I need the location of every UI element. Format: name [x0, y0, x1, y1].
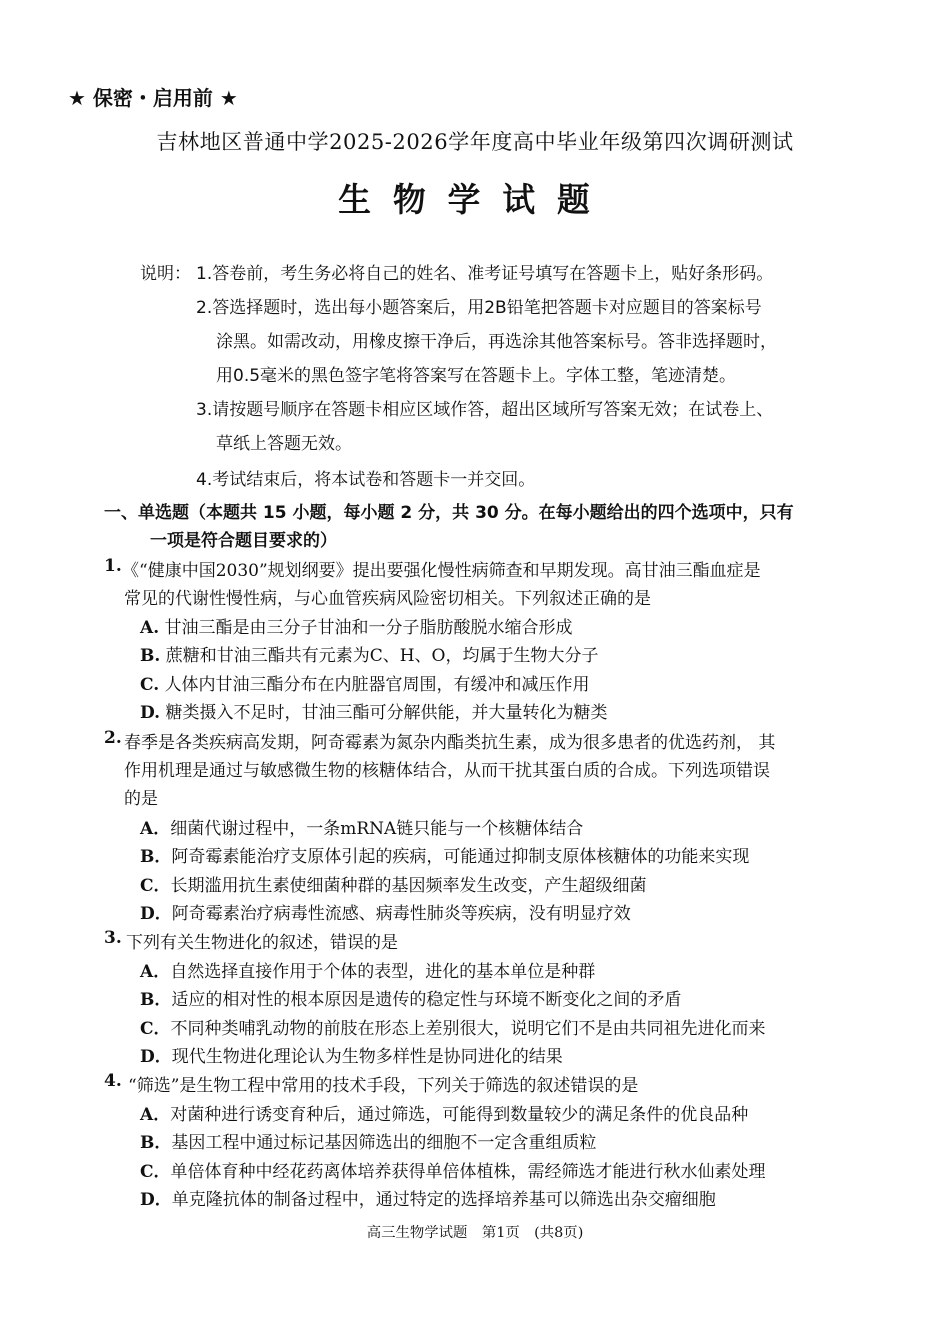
- option-d: D. 糖类摄入不足时，甘油三酯可分解供能，并大量转化为糖类: [140, 703, 608, 723]
- notes-label: 说明：: [140, 264, 191, 284]
- question-stem: 的是: [124, 789, 158, 809]
- page-footer: 高三生物学试题 第1页 (共8页): [366, 1225, 584, 1241]
- confidential-mark: ★ 保密・启用前 ★: [68, 86, 238, 110]
- question-stem: 下列有关生物进化的叙述，错误的是: [126, 933, 398, 953]
- option-d: D．单克隆抗体的制备过程中，通过特定的选择培养基可以筛选出杂交瘤细胞: [140, 1190, 716, 1210]
- note-line: 用0.5毫米的黑色签字笔将答案写在答题卡上。字体工整，笔迹清楚。: [216, 366, 737, 386]
- subject-title: 生物学试题: [338, 180, 612, 219]
- section-heading: 一、单选题（本题共 15 小题，每小题 2 分，共 30 分。在每小题给出的四个选项中，只有: [104, 503, 794, 523]
- note-line: 4.考试结束后，将本试卷和答题卡一并交回。: [196, 470, 536, 490]
- question-stem: 《“健康中国2030”规划纲要》提出要强化慢性病筛查和早期发现。高甘油三酯血症是: [122, 561, 761, 581]
- option-c: C．长期滥用抗生素使细菌种群的基因频率发生改变，产生超级细菌: [140, 876, 647, 896]
- option-c: C．不同种类哺乳动物的前肢在形态上差别很大，说明它们不是由共同祖先进化而来: [140, 1019, 766, 1039]
- question-number: 2.: [104, 728, 122, 748]
- option-c: C. 人体内甘油三酯分布在内脏器官周围，有缓冲和减压作用: [140, 675, 590, 695]
- question-stem: 作用机理是通过与敏感微生物的核糖体结合，从而干扰其蛋白质的合成。下列选项错误: [124, 761, 770, 781]
- option-b: B. 蔗糖和甘油三酯共有元素为C、H、O，均属于生物大分子: [140, 646, 599, 666]
- question-number: 3.: [104, 928, 122, 948]
- option-b: B．适应的相对性的根本原因是遗传的稳定性与环境不断变化之间的矛盾: [140, 990, 682, 1010]
- option-d: D．阿奇霉素治疗病毒性流感、病毒性肺炎等疾病，没有明显疗效: [140, 904, 631, 924]
- note-line: 2.答选择题时，选出每小题答案后，用2B铅笔把答题卡对应题目的答案标号: [196, 298, 762, 318]
- exam-title: 吉林地区普通中学2025-2026学年度高中毕业年级第四次调研测试: [156, 129, 794, 154]
- option-d: D．现代生物进化理论认为生物多样性是协同进化的结果: [140, 1047, 563, 1067]
- option-b: B．阿奇霉素能治疗支原体引起的疾病，可能通过抑制支原体核糖体的功能来实现: [140, 847, 750, 867]
- question-number: 4.: [104, 1071, 122, 1091]
- question-number: 1.: [104, 556, 122, 576]
- option-c: C．单倍体育种中经花药离体培养获得单倍体植株，需经筛选才能进行秋水仙素处理: [140, 1162, 766, 1182]
- option-a: A．对菌种进行诱变育种后，通过筛选，可能得到数量较少的满足条件的优良品种: [140, 1105, 749, 1125]
- note-line: 草纸上答题无效。: [216, 434, 352, 454]
- section-heading-cont: 一项是符合题目要求的）: [150, 531, 337, 551]
- option-b: B．基因工程中通过标记基因筛选出的细胞不一定含重组质粒: [140, 1133, 597, 1153]
- question-stem: 常见的代谢性慢性病，与心血管疾病风险密切相关。下列叙述正确的是: [124, 589, 651, 609]
- option-a: A．自然选择直接作用于个体的表型，进化的基本单位是种群: [140, 962, 596, 982]
- question-stem: “筛选”是生物工程中常用的技术手段，下列关于筛选的叙述错误的是: [128, 1076, 639, 1096]
- note-line: 1.答卷前，考生务必将自己的姓名、准考证号填写在答题卡上，贴好条形码。: [196, 264, 774, 284]
- question-stem: 春季是各类疾病高发期，阿奇霉素为氮杂内酯类抗生素，成为很多患者的优选药剂， 其: [124, 733, 776, 753]
- note-line: 3.请按题号顺序在答题卡相应区域作答，超出区域所写答案无效；在试卷上、: [196, 400, 774, 420]
- note-line: 涂黑。如需改动，用橡皮擦干净后，再选涂其他答案标号。答非选择题时，: [216, 332, 777, 352]
- option-a: A．细菌代谢过程中，一条mRNA链只能与一个核糖体结合: [140, 819, 584, 839]
- option-a: A. 甘油三酯是由三分子甘油和一分子脂肪酸脱水缩合形成: [140, 618, 573, 638]
